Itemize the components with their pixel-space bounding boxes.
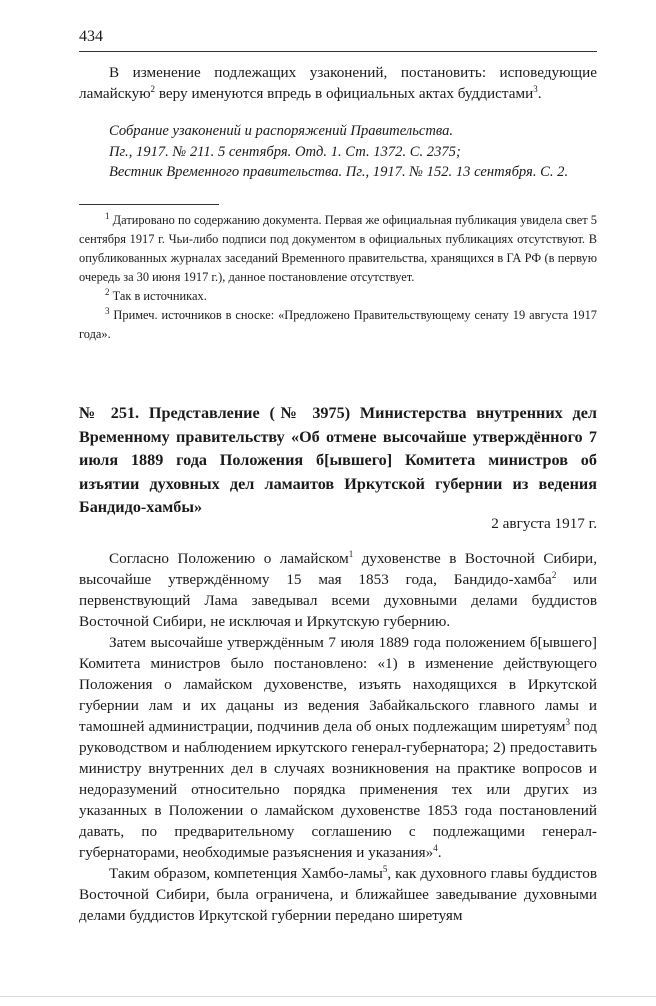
footnote-ref: 2 [551, 569, 557, 580]
footnote-ref: 1 [348, 548, 354, 559]
footnote-ref: 2 [150, 83, 156, 94]
intro-text: В изменение подлежащих узаконений, постановить: исповедующие ламайскую [79, 64, 597, 102]
footnote [79, 306, 597, 344]
document-title: № 251. Представление (№ 3975) Министерства внутренних дел Временному правительству «Об отмене высочайше утверждённого 7 июля 1889 года Положения б[ывшего] Комитета министров об изъятии духовных дел ламаитов Иркутской губернии из ведения Бандидо-хамбы» [79, 404, 597, 516]
intro-text-cont: веру именуются впредь в официальных актах буддистами [155, 85, 534, 102]
footnote-text: Так в источниках. [109, 289, 207, 303]
footnote-ref: 5 [382, 863, 388, 874]
paragraph-text: , как духовного главы буддистов Восточной Сибири, была ограничена, и ближайшее заведывание духовными делами буддистов Иркутской губернии передано ширетуям [79, 865, 597, 924]
paragraph-text: духовенстве в Восточной Сибири, высочайше утверждённому 15 мая 1853 года, Бандидо-хамба [79, 550, 597, 588]
source-line: Вестник Временного правительства. Пг., 1917. № 152. 13 сентября. С. 2. [109, 164, 569, 180]
paragraph-text: . [437, 844, 442, 861]
source-line: Собрание узаконений и распоряжений Правительства. [109, 123, 454, 139]
footnote [79, 287, 597, 306]
footnote-number: 1 [105, 210, 110, 221]
body-paragraph [79, 548, 597, 632]
footnote-ref: 3 [533, 83, 538, 94]
intro-text-end: . [537, 85, 542, 102]
footnote [79, 211, 597, 287]
footnote-ref: 4 [433, 842, 438, 853]
paragraph-text: или первенствующий Лама заведывал всеми духовными делами буддистов Восточной Сибири, не исключая и Иркутскую губернию. [79, 571, 597, 630]
footnote-ref: 3 [565, 716, 570, 727]
footnotes [79, 211, 597, 344]
body-paragraph [79, 632, 597, 863]
footnote-number: 2 [105, 286, 110, 297]
paragraph-text: под руководством и наблюдением иркутского генерал-губернатора; 2) предоставить министру внутренних дел в случаях возникновения на практике вопросов и недоразумений относительно порядка применения тех или других из указанных в Положении о ламайском духовенстве 1853 года постановлений давать, по предварительному соглашению с подлежащими генерал-губернаторами, необходимые разъяснения и указания» [79, 718, 597, 861]
sources-block [109, 121, 597, 183]
paragraph-text: Таким образом, компетенция Хамбо-ламы [109, 865, 383, 882]
footnote-text: Примеч. источников в сноске: «Предложено Правительствующему сенату 19 августа 1917 года». [79, 308, 597, 341]
body-paragraph [79, 863, 597, 926]
document-date: 2 августа 1917 г. [491, 515, 597, 532]
footnote-rule [79, 204, 219, 205]
paragraph-text: Затем высочайше утверждённым 7 июля 1889 года положением б[ывшего] Комитета министров было постановлено: «1) в изменение действующего Положения о ламайском духовенстве, изъять находящихся в Иркутской губернии лам и их дацаны из ведения Забайкальского главного ламы и тамошней администрации, подчинив дела об оных подлежащим ширетуям [79, 634, 597, 735]
footnote-text: Датировано по содержанию документа. Первая же официальная публикация увидела свет 5 сентября 1917 г. Чьи-либо подписи под документом в официальных публикациях отсутствуют. В опубликованных журналах заседаний Временного правительства, хранящихся в ГА РФ (в первую очередь за 30 июня 1917 г.), данное постановление отсутствует. [79, 213, 597, 284]
footnote-number: 3 [105, 305, 110, 316]
intro-paragraph [79, 62, 597, 104]
page-number: 434 [79, 28, 103, 45]
paragraph-text: Согласно Положению о ламайском [109, 550, 349, 567]
page-bottom-edge [0, 996, 656, 997]
header-rule [79, 51, 597, 52]
source-line: Пг., 1917. № 211. 5 сентября. Отд. 1. Ст. 1372. С. 2375; [109, 143, 461, 160]
